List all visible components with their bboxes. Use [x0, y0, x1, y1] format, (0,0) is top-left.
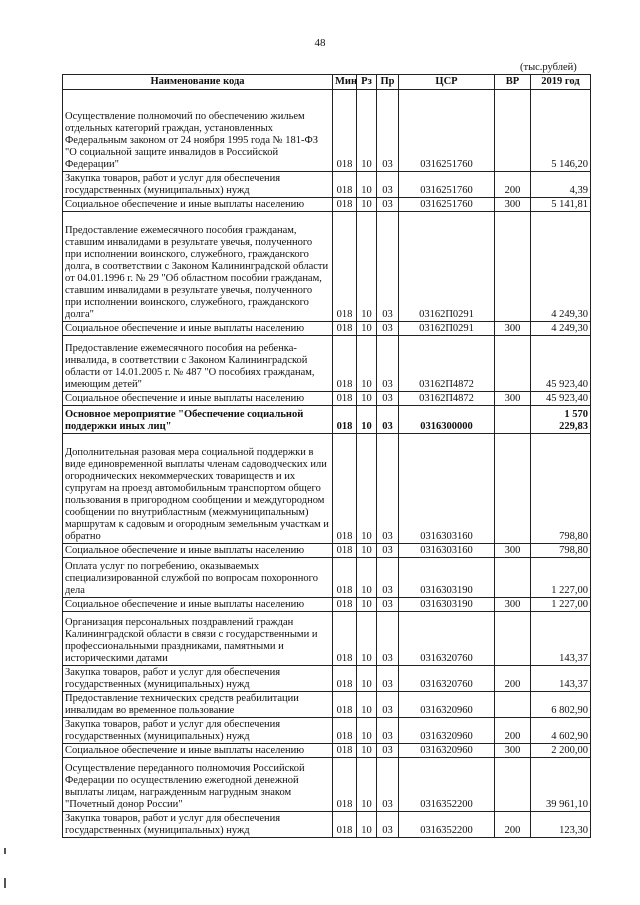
row-vr: 200 — [495, 718, 531, 744]
row-name: Социальное обеспечение и иные выплаты населению — [63, 198, 333, 212]
row-pr: 03 — [377, 198, 399, 212]
table-row — [63, 612, 591, 666]
table-row — [63, 544, 591, 558]
row-amount: 5 141,81 — [531, 198, 591, 212]
row-csr: 0316303190 — [399, 558, 495, 598]
row-vr: 300 — [495, 598, 531, 612]
row-pr: 03 — [377, 744, 399, 758]
row-rz: 10 — [357, 90, 377, 172]
row-vr: 300 — [495, 544, 531, 558]
row-min: 018 — [333, 336, 357, 392]
row-vr: 200 — [495, 172, 531, 198]
row-csr: 03162П0291 — [399, 212, 495, 322]
row-pr: 03 — [377, 812, 399, 838]
row-pr: 03 — [377, 392, 399, 406]
row-min: 018 — [333, 692, 357, 718]
row-name: Социальное обеспечение и иные выплаты населению — [63, 744, 333, 758]
row-min: 018 — [333, 666, 357, 692]
row-name: Социальное обеспечение и иные выплаты населению — [63, 544, 333, 558]
row-amount: 2 200,00 — [531, 744, 591, 758]
row-vr — [495, 406, 531, 434]
row-csr: 0316251760 — [399, 172, 495, 198]
row-vr — [495, 90, 531, 172]
row-pr: 03 — [377, 336, 399, 392]
table-row — [63, 212, 591, 322]
row-min: 018 — [333, 434, 357, 544]
header-name: Наименование кода — [63, 75, 333, 90]
row-vr — [495, 692, 531, 718]
row-csr: 0316300000 — [399, 406, 495, 434]
row-name: Осуществление переданного полномочия Российской Федерации по осуществлению ежегодной денежной выплаты лицам, награжденным нагрудным знаком "Почетный донор России" — [63, 758, 333, 812]
header-rz: Рз — [357, 75, 377, 90]
row-name: Социальное обеспечение и иные выплаты населению — [63, 598, 333, 612]
row-name: Закупка товаров, работ и услуг для обеспечения государственных (муниципальных) нужд — [63, 718, 333, 744]
row-rz: 10 — [357, 544, 377, 558]
row-min: 018 — [333, 322, 357, 336]
table-row — [63, 692, 591, 718]
row-amount: 5 146,20 — [531, 90, 591, 172]
budget-table — [62, 74, 591, 838]
row-min: 018 — [333, 172, 357, 198]
row-csr: 0316320960 — [399, 718, 495, 744]
row-csr: 0316251760 — [399, 198, 495, 212]
row-name: Предоставление ежемесячного пособия гражданам, ставшим инвалидами в результате увечья, полученного при исполнении воинского, служебного, гражданского долга, в соответствии с Законом Калининградской области от 04.01.1996 г. № 29 "Об областном пособии гражданам, ставшим инвалидами в результате увечья, полученного при исполнении воинского, служебного, гражданского долга" — [63, 212, 333, 322]
row-min: 018 — [333, 90, 357, 172]
header-min: Мин — [333, 75, 357, 90]
table-row — [63, 322, 591, 336]
row-name: Осуществление полномочий по обеспечению жильем отдельных категорий граждан, установленных Федеральным законом от 24 ноября 1995 года № 181-ФЗ "О социальной защите инвалидов в Российской Федерации" — [63, 90, 333, 172]
row-vr: 300 — [495, 744, 531, 758]
header-csr: ЦСР — [399, 75, 495, 90]
row-pr: 03 — [377, 172, 399, 198]
row-csr: 0316320760 — [399, 612, 495, 666]
row-amount: 1 227,00 — [531, 558, 591, 598]
row-amount: 1 227,00 — [531, 598, 591, 612]
table-header-row — [63, 75, 591, 90]
row-min: 018 — [333, 718, 357, 744]
table-row — [63, 758, 591, 812]
scan-mark — [4, 878, 6, 888]
header-year: 2019 год — [531, 75, 591, 90]
row-csr: 0316303160 — [399, 434, 495, 544]
table-row — [63, 198, 591, 212]
row-amount: 6 802,90 — [531, 692, 591, 718]
table-row — [63, 336, 591, 392]
row-rz: 10 — [357, 322, 377, 336]
row-csr: 0316352200 — [399, 758, 495, 812]
page-number: 48 — [314, 37, 326, 49]
row-rz: 10 — [357, 692, 377, 718]
row-pr: 03 — [377, 718, 399, 744]
row-amount: 4 249,30 — [531, 212, 591, 322]
row-pr: 03 — [377, 434, 399, 544]
row-rz: 10 — [357, 392, 377, 406]
row-amount: 798,80 — [531, 434, 591, 544]
row-amount: 143,37 — [531, 612, 591, 666]
row-pr: 03 — [377, 758, 399, 812]
row-amount: 143,37 — [531, 666, 591, 692]
row-name: Предоставление ежемесячного пособия на ребенка-инвалида, в соответствии с Законом Калининградской области от 14.01.2005 г. № 487 "О пособиях гражданам, имеющим детей" — [63, 336, 333, 392]
row-rz: 10 — [357, 666, 377, 692]
row-min: 018 — [333, 598, 357, 612]
row-csr: 03162П4872 — [399, 336, 495, 392]
row-csr: 0316320960 — [399, 692, 495, 718]
row-pr: 03 — [377, 322, 399, 336]
row-pr: 03 — [377, 558, 399, 598]
row-rz: 10 — [357, 598, 377, 612]
row-rz: 10 — [357, 434, 377, 544]
row-pr: 03 — [377, 406, 399, 434]
row-csr: 03162П4872 — [399, 392, 495, 406]
row-name: Организация персональных поздравлений граждан Калининградской области в связи с государственными и профессиональными праздниками, памятными и историческими датами — [63, 612, 333, 666]
row-rz: 10 — [357, 718, 377, 744]
table-row — [63, 392, 591, 406]
row-rz: 10 — [357, 198, 377, 212]
row-name: Предоставление технических средств реабилитации инвалидам во временное пользование — [63, 692, 333, 718]
row-rz: 10 — [357, 212, 377, 322]
row-amount: 123,30 — [531, 812, 591, 838]
row-csr: 03162П0291 — [399, 322, 495, 336]
row-amount: 798,80 — [531, 544, 591, 558]
row-name: Дополнительная разовая мера социальной поддержки в виде единовременной выплаты членам садоводческих или огороднических некоммерческих товариществ и их супругам на проезд автомобильным транспортом общего пользования в пригородном сообщении и междугородном сообщении по внутрибластным (межмуниципальным) маршрутам к садовым и огородным земельным участкам и обратно — [63, 434, 333, 544]
row-min: 018 — [333, 544, 357, 558]
row-name: Социальное обеспечение и иные выплаты населению — [63, 392, 333, 406]
row-name: Закупка товаров, работ и услуг для обеспечения государственных (муниципальных) нужд — [63, 172, 333, 198]
row-rz: 10 — [357, 812, 377, 838]
row-amount: 39 961,10 — [531, 758, 591, 812]
row-rz: 10 — [357, 558, 377, 598]
row-name: Основное мероприятие "Обеспечение социальной поддержки иных лиц" — [63, 406, 333, 434]
row-rz: 10 — [357, 744, 377, 758]
row-vr — [495, 336, 531, 392]
row-vr: 200 — [495, 812, 531, 838]
row-pr: 03 — [377, 212, 399, 322]
row-amount: 1 570 229,83 — [531, 406, 591, 434]
header-pr: Пр — [377, 75, 399, 90]
row-csr: 0316320760 — [399, 666, 495, 692]
row-pr: 03 — [377, 598, 399, 612]
row-vr: 300 — [495, 198, 531, 212]
row-csr: 0316320960 — [399, 744, 495, 758]
row-name: Закупка товаров, работ и услуг для обеспечения государственных (муниципальных) нужд — [63, 812, 333, 838]
row-vr: 300 — [495, 322, 531, 336]
row-vr: 300 — [495, 392, 531, 406]
row-amount: 45 923,40 — [531, 336, 591, 392]
row-amount: 45 923,40 — [531, 392, 591, 406]
row-rz: 10 — [357, 336, 377, 392]
row-csr: 0316352200 — [399, 812, 495, 838]
row-name: Закупка товаров, работ и услуг для обеспечения государственных (муниципальных) нужд — [63, 666, 333, 692]
table-row — [63, 598, 591, 612]
table-row — [63, 558, 591, 598]
row-csr: 0316303190 — [399, 598, 495, 612]
row-rz: 10 — [357, 758, 377, 812]
row-min: 018 — [333, 744, 357, 758]
row-pr: 03 — [377, 666, 399, 692]
row-min: 018 — [333, 198, 357, 212]
row-pr: 03 — [377, 612, 399, 666]
table-row — [63, 434, 591, 544]
row-vr — [495, 434, 531, 544]
row-min: 018 — [333, 392, 357, 406]
row-min: 018 — [333, 812, 357, 838]
scan-mark — [4, 848, 6, 854]
row-pr: 03 — [377, 692, 399, 718]
row-amount: 4 249,30 — [531, 322, 591, 336]
row-min: 018 — [333, 212, 357, 322]
table-row — [63, 812, 591, 838]
row-min: 018 — [333, 406, 357, 434]
row-min: 018 — [333, 758, 357, 812]
row-rz: 10 — [357, 172, 377, 198]
table-row — [63, 666, 591, 692]
row-vr: 200 — [495, 666, 531, 692]
row-name: Оплата услуг по погребению, оказываемых специализированной службой по вопросам похоронного дела — [63, 558, 333, 598]
row-min: 018 — [333, 612, 357, 666]
row-rz: 10 — [357, 406, 377, 434]
table-row — [63, 406, 591, 434]
row-vr — [495, 212, 531, 322]
row-amount: 4,39 — [531, 172, 591, 198]
row-name: Социальное обеспечение и иные выплаты населению — [63, 322, 333, 336]
table-row — [63, 718, 591, 744]
row-rz: 10 — [357, 612, 377, 666]
table-row — [63, 744, 591, 758]
units-label: (тыс.рублей) — [520, 62, 577, 73]
row-pr: 03 — [377, 544, 399, 558]
row-csr: 0316303160 — [399, 544, 495, 558]
table-row — [63, 172, 591, 198]
row-csr: 0316251760 — [399, 90, 495, 172]
row-vr — [495, 558, 531, 598]
row-vr — [495, 612, 531, 666]
table-row — [63, 90, 591, 172]
header-vr: ВР — [495, 75, 531, 90]
row-vr — [495, 758, 531, 812]
row-amount: 4 602,90 — [531, 718, 591, 744]
row-pr: 03 — [377, 90, 399, 172]
table-body — [63, 90, 591, 838]
row-min: 018 — [333, 558, 357, 598]
